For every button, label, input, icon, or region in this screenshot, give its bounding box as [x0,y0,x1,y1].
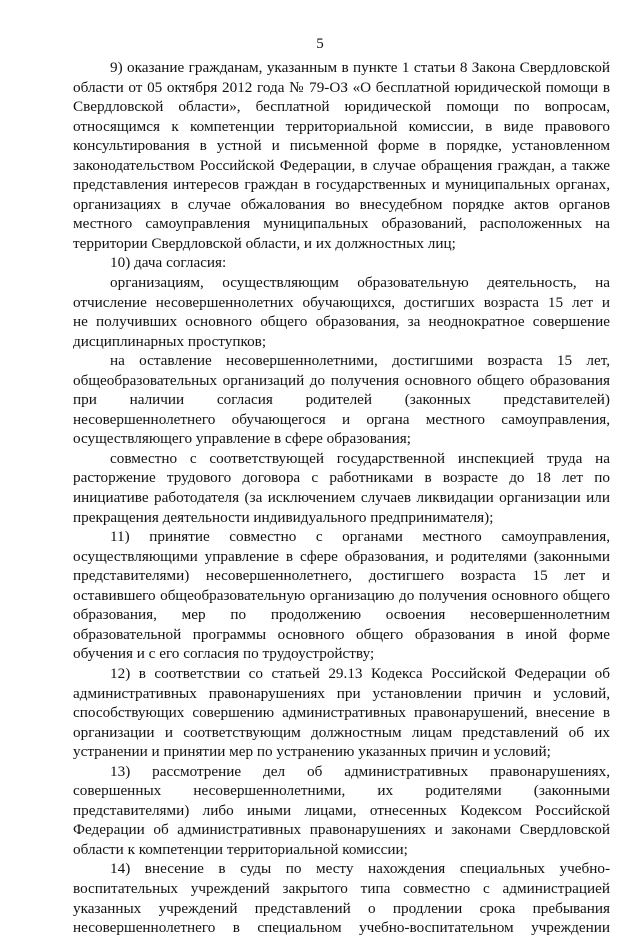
text-line: несовершеннолетнего обучающегося и органа местного самоуправления, [73,410,610,428]
text-line: 12) в соответствии со статьей 29.13 Кодекса Российской Федерации об [110,664,610,682]
text-line: оставившего общеобразовательную организацию до получения основного общего [73,586,610,604]
text-line: Федерации об административных правонарушениях и законами Свердловской [73,821,610,839]
text-line: отчисление несовершеннолетних обучающихся, достигших возраста 15 лет и [73,293,610,311]
text-line: прекращения деятельности индивидуального предпринимателя); [73,508,494,526]
text-line: относящимся к компетенции территориальной комиссии, в виде правового [73,117,610,135]
text-line: организациям, осуществляющим образовательную деятельность, на [110,274,610,292]
text-line: 13) рассмотрение дел об административных правонарушениях, [110,762,610,780]
text-line: обучения и с его согласия по трудоустройству; [73,645,375,663]
text-line: не получивших основного общего образования, за неоднократное совершение [73,313,610,331]
text-line: организации и соответствующим должностным лицам представлений об их [73,723,610,741]
text-line: несовершеннолетнего в специальном учебно-воспитательном учреждении [73,919,610,937]
text-line: дисциплинарных проступков; [73,332,267,350]
text-line: территории Свердловской области, и их должностных лиц; [73,234,456,252]
document-body [73,58,610,938]
text-line: на оставление несовершеннолетними, достигшими возраста 15 лет, [110,352,610,370]
text-line: образования, мер по продолжению освоения несовершеннолетним [73,606,610,624]
text-line: осуществляющего управление в сфере образования; [73,430,411,448]
text-line: совместно с соответствующей государственной инспекцией труда на [110,449,610,467]
text-line: области к компетенции территориальной комиссии; [73,840,408,858]
text-line: представителями) либо иными лицами, отнесенных Кодексом Российской [73,801,610,819]
text-line: устранении и принятии мер по устранению указанных причин и условий; [73,743,551,761]
text-line: административных правонарушениях при установлении причин и условий, [73,684,610,702]
text-line: при наличии согласия родителей (законных представителей) [73,391,610,409]
text-line: законодательством Российской Федерации, в случае обращения граждан, а также [73,156,610,174]
text-line: воспитательных учреждений закрытого типа совместно с администрацией [73,879,610,897]
text-line: Свердловской области», бесплатной юридической помощи по вопросам, [73,98,610,116]
text-line: указанных учреждений представлений о продлении срока пребывания [73,899,610,917]
text-line: осуществляющими управление в сфере образования, и родителями (законными [73,547,610,565]
text-line: представления интересов граждан в государственных и муниципальных органах, [73,176,610,194]
text-line: представителями) несовершеннолетнего, достигшего возраста 15 лет и [73,567,610,585]
text-line: совершенных несовершеннолетними, их родителями (законными [73,782,610,800]
text-line: местного самоуправления муниципальных образований, расположенных на [73,215,610,233]
text-line: 14) внесение в суды по месту нахождения специальных учебно- [110,860,610,878]
text-line: 10) дача согласия: [110,254,227,272]
text-line: общеобразовательных организаций до получения основного общего образования [73,371,610,389]
text-line: организациях в случае обжалования во внесудебном порядке актов органов [73,195,610,213]
text-line: области от 05 октября 2012 года № 79-ОЗ «О бесплатной юридической помощи в [73,78,610,96]
text-line: образовательной программы основного общего образования в иной форме [73,625,610,643]
text-line: 9) оказание гражданам, указанным в пункте 1 статьи 8 Закона Свердловской [110,59,610,76]
text-line: способствующих совершению административных правонарушений, внесение в [73,704,610,722]
text-line: консультирования в устной и письменной форме в порядке, установленном [73,137,610,155]
text-line: 11) принятие совместно с органами местного самоуправления, [110,528,610,546]
text-line: инициативе работодателя (за исключением случаев ликвидации организации или [73,489,610,507]
page-number: 5 [316,36,324,52]
text-line: расторжение трудового договора с работниками в возрасте до 18 лет по [73,469,610,487]
